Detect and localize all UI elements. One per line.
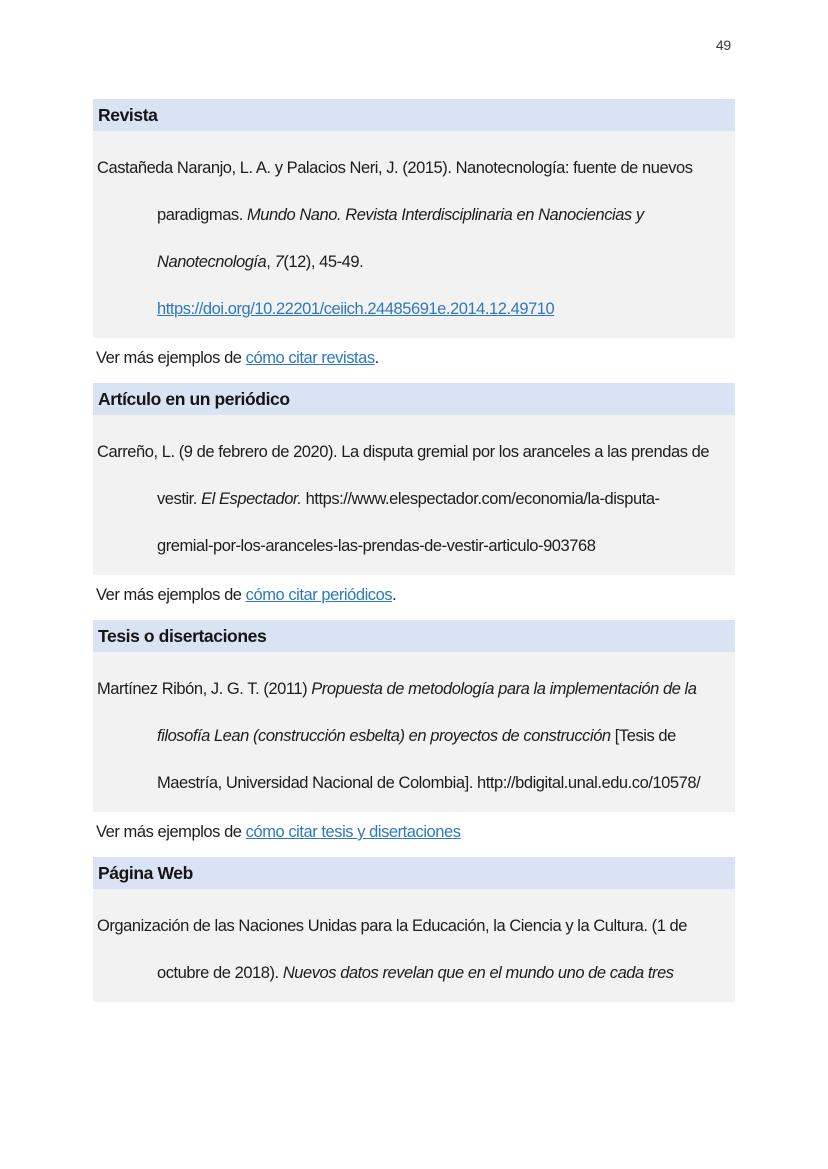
citation-block: [93, 652, 735, 812]
citation-text: Carreño, L. (9 de febrero de 2020). La disputa gremial por los aranceles a las prendas de: [97, 443, 710, 461]
citation-url-link[interactable]: https://doi.org/10.22201/ceiich.24485691e.2014.12.49710: [157, 300, 555, 318]
citation-line: [97, 476, 731, 523]
citation-text: Maestría, Universidad Nacional de Colombia]. http://bdigital.unal.edu.co/10578/: [157, 774, 701, 792]
citation-text: vestir.: [157, 490, 202, 508]
more-examples-suffix: .: [392, 586, 397, 604]
citation-italic-text: Mundo Nano. Revista Interdisciplinaria en Nanociencias y: [246, 206, 644, 224]
section-title: Tesis o disertaciones: [93, 620, 735, 652]
citation-italic-text: Nanotecnología: [157, 253, 267, 271]
section-title: Revista: [93, 99, 735, 131]
citation-italic-text: 7: [274, 253, 284, 271]
sections: [93, 99, 735, 1002]
citation-text: paradigmas.: [157, 206, 247, 224]
citation-italic-text: Propuesta de metodología para la implementación de la: [311, 680, 697, 698]
citation-text: (12), 45-49.: [283, 253, 364, 271]
more-examples-line: [93, 338, 735, 383]
citation-block: [93, 415, 735, 575]
citation-text: ,: [266, 253, 275, 271]
citation-section: [93, 383, 735, 620]
more-examples-line: [93, 575, 735, 620]
more-examples-prefix: Ver más ejemplos de: [96, 823, 246, 841]
page-number: 49: [715, 37, 731, 53]
citation-line: [97, 523, 731, 570]
more-examples-link[interactable]: cómo citar tesis y disertaciones: [245, 823, 461, 841]
more-examples-line: [93, 812, 735, 857]
citation-line: [97, 666, 731, 713]
citation-line: [97, 713, 731, 760]
section-title: Página Web: [93, 857, 735, 889]
more-examples-suffix: .: [374, 349, 379, 367]
citation-italic-text: Nuevos datos revelan que en el mundo uno de cada tres: [282, 964, 674, 982]
more-examples-prefix: Ver más ejemplos de: [96, 349, 246, 367]
citation-block: [93, 131, 735, 338]
citation-line: [97, 239, 731, 286]
citation-section: [93, 857, 735, 1002]
citation-text: Organización de las Naciones Unidas para la Educación, la Ciencia y la Cultura. (1 de: [97, 917, 688, 935]
citation-text: [Tesis de: [614, 727, 676, 745]
citation-section: [93, 99, 735, 383]
citation-line: [97, 192, 731, 239]
citation-line: [97, 429, 731, 476]
citation-section: [93, 620, 735, 857]
more-examples-prefix: Ver más ejemplos de: [96, 586, 246, 604]
citation-italic-text: El Espectador.: [201, 490, 306, 508]
section-title: Artículo en un periódico: [93, 383, 735, 415]
citation-italic-text: filosofía Lean (construcción esbelta) en proyectos de construcción: [157, 727, 615, 745]
citation-text: Martínez Ribón, J. G. T. (2011): [97, 680, 312, 698]
citation-line: [97, 760, 731, 807]
citation-line: [97, 286, 731, 333]
more-examples-link[interactable]: cómo citar revistas: [245, 349, 375, 367]
citation-line: [97, 950, 731, 997]
citation-block: [93, 889, 735, 1002]
citation-line: [97, 145, 731, 192]
citation-text: gremial-por-los-aranceles-las-prendas-de-vestir-articulo-903768: [157, 537, 596, 555]
citation-line: [97, 903, 731, 950]
citation-text: octubre de 2018).: [157, 964, 283, 982]
more-examples-link[interactable]: cómo citar periódicos: [245, 586, 393, 604]
citation-text: Castañeda Naranjo, L. A. y Palacios Neri, J. (2015). Nanotecnología: fuente de nuevos: [97, 159, 693, 177]
citation-text: https://www.elespectador.com/economia/la-disputa-: [305, 490, 660, 508]
